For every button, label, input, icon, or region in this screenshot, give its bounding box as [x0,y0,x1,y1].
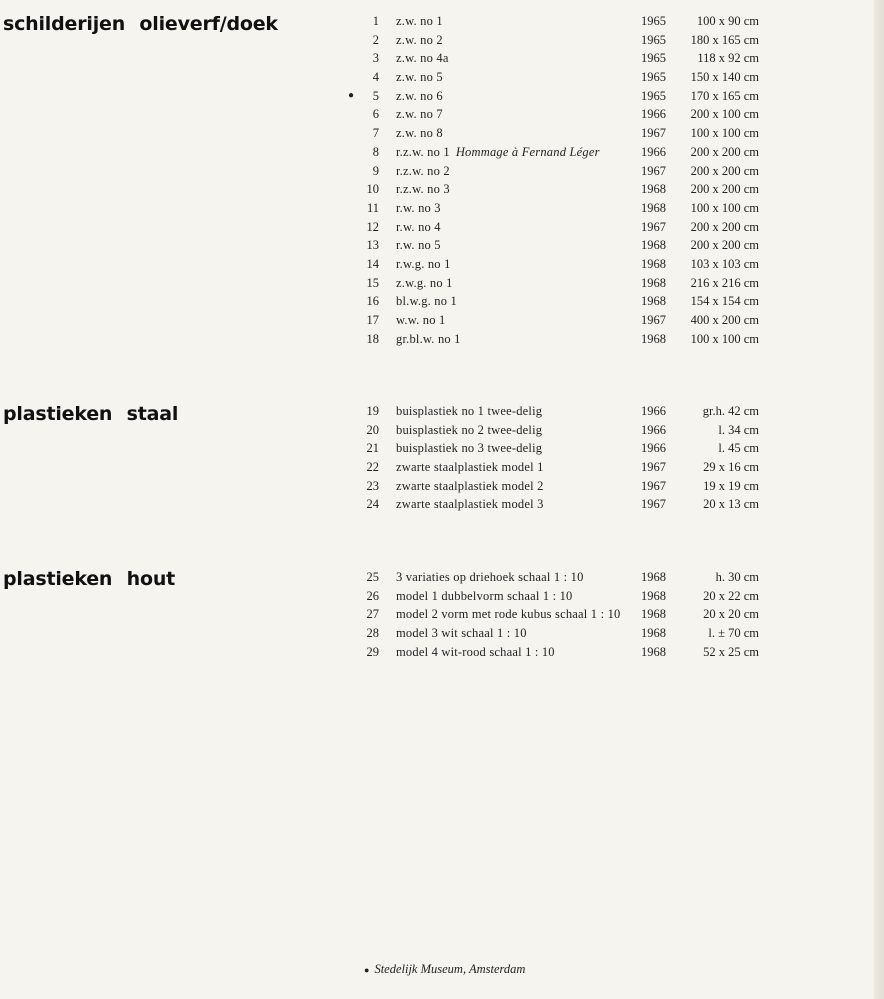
catalog-number: 22 [366,460,379,475]
catalog-number: 9 [372,163,379,178]
work-year: 1965 [641,51,666,66]
work-year: 1967 [641,497,666,512]
work-title [396,218,441,237]
work-year: 1967 [641,313,666,327]
work-title [396,587,573,606]
work-dimensions: 103 x 103 cm [690,256,759,271]
work-title-text: zwarte staalplastiek model 3 [396,497,544,512]
work-title [396,330,461,349]
work-title-text: z.w. no 2 [396,32,443,47]
work-year: 1967 [641,478,666,493]
work-title [396,274,453,293]
catalog-number: 27 [366,607,379,622]
work-title-text: zwarte staalplastiek model 2 [396,478,544,493]
work-title-text: w.w. no 1 [396,313,446,327]
work-title-text: r.w. no 3 [396,200,441,215]
work-title [396,49,449,68]
work-title-text: buisplastiek no 2 twee-delig [396,422,543,437]
catalog-number: 10 [366,182,379,197]
work-title [396,31,443,50]
work-title-text: r.z.w. no 2 [396,163,450,178]
work-year: 1965 [641,88,666,103]
work-year: 1968 [641,294,666,309]
work-title [396,162,450,181]
work-dimensions: 200 x 200 cm [690,163,759,178]
work-year: 1968 [641,331,666,346]
work-title [396,439,542,458]
catalog-number: 16 [366,294,379,309]
work-title [396,105,443,124]
work-title-text: r.w. no 4 [396,219,441,234]
catalog-number: 24 [366,497,379,512]
work-year: 1968 [641,644,666,659]
work-year: 1968 [641,570,666,584]
page-edge [874,0,884,999]
catalog-number: 2 [372,32,379,47]
work-title [396,495,544,514]
work-year: 1967 [641,460,666,475]
work-dimensions: 100 x 100 cm [690,331,759,346]
work-year: 1965 [641,32,666,47]
work-title [396,624,527,643]
work-year: 1968 [641,626,666,641]
work-title-text: buisplastiek no 3 twee-delig [396,441,543,456]
work-year: 1968 [641,275,666,290]
catalog-number: 26 [366,588,379,603]
work-title-text: z.w. no 8 [396,126,443,141]
work-year: 1966 [641,404,666,418]
work-year: 1966 [641,144,666,159]
work-year: 1966 [641,107,666,122]
work-title [396,292,457,311]
work-dimensions: 400 x 200 cm [690,313,759,327]
work-dimensions: 200 x 200 cm [690,219,759,234]
catalog-number: 14 [366,256,379,271]
work-dimensions: 100 x 90 cm [696,14,759,28]
footer-credit [364,962,525,977]
work-title-text: z.w. no 7 [396,107,443,122]
bullet-marker: ● [348,89,355,101]
work-dimensions: 20 x 22 cm [703,588,759,603]
work-title [396,458,544,477]
catalog-number: 12 [366,219,379,234]
work-title-text: zwarte staalplastiek model 1 [396,460,544,475]
catalog-number: 7 [372,126,379,141]
work-title [396,568,584,587]
work-dimensions: 20 x 13 cm [703,497,759,512]
work-dimensions: 29 x 16 cm [703,460,759,475]
work-year: 1968 [641,607,666,622]
work-title-text: z.w. no 6 [396,88,443,103]
work-title [396,143,600,162]
catalog-number: 8 [372,144,379,159]
work-year: 1968 [641,588,666,603]
work-dimensions: 100 x 100 cm [690,200,759,215]
work-title-text: 3 variaties op driehoek schaal 1 : 10 [396,570,584,584]
catalog-number: 1 [372,14,379,28]
work-dimensions: gr.h. 42 cm [702,404,759,418]
work-dimensions: 154 x 154 cm [690,294,759,309]
work-title-text: r.z.w. no 3 [396,182,450,197]
work-title [396,421,542,440]
work-title-text: model 1 dubbelvorm schaal 1 : 10 [396,588,573,603]
catalog-number: 6 [372,107,379,122]
work-dimensions: 170 x 165 cm [690,88,759,103]
catalog-number: 4 [372,70,379,85]
work-title-text: buisplastiek no 1 twee-delig [396,404,543,418]
work-dimensions: l. 34 cm [718,422,759,437]
work-title-text: bl.w.g. no 1 [396,294,457,309]
work-title [396,605,620,624]
work-title-text: model 2 vorm met rode kubus schaal 1 : 10 [396,607,621,622]
work-year: 1966 [641,422,666,437]
catalog-number: 17 [366,313,379,327]
work-title-text: z.w. no 4a [396,51,449,66]
work-dimensions: 150 x 140 cm [690,70,759,85]
work-dimensions: 216 x 216 cm [690,275,759,290]
work-title [396,643,555,662]
section-heading-plastieken-staal: plastieken staal [3,403,179,425]
work-year: 1968 [641,182,666,197]
work-dimensions: l. ± 70 cm [708,626,759,641]
work-year: 1965 [641,14,666,28]
work-title [396,199,441,218]
work-dimensions: 180 x 165 cm [690,32,759,47]
section-heading-schilderijen: schilderijen olieverf/doek [3,13,278,35]
catalog-number: 20 [366,422,379,437]
work-title-text: z.w. no 1 [396,14,443,28]
work-subtitle: Hommage à Fernand Léger [455,144,600,159]
work-year: 1967 [641,219,666,234]
work-dimensions: 118 x 92 cm [697,51,759,66]
catalog-number: 18 [366,331,379,346]
work-dimensions: h. 30 cm [715,570,759,584]
work-year: 1968 [641,238,666,253]
work-title [396,477,544,496]
work-dimensions: l. 45 cm [718,441,759,456]
catalog-number: 15 [366,275,379,290]
work-dimensions: 19 x 19 cm [703,478,759,493]
work-title [396,255,451,274]
work-dimensions: 52 x 25 cm [703,644,759,659]
work-year: 1967 [641,163,666,178]
work-title [396,87,443,106]
work-title [396,124,443,143]
work-dimensions: 200 x 100 cm [690,107,759,122]
work-title [396,402,542,421]
work-title [396,311,445,330]
catalog-number: 3 [372,51,379,66]
work-title-text: gr.bl.w. no 1 [396,331,461,346]
work-title [396,68,443,87]
work-title [396,12,443,31]
work-title-text: model 4 wit-rood schaal 1 : 10 [396,644,555,659]
work-dimensions: 100 x 100 cm [690,126,759,141]
catalog-number: 21 [366,441,379,456]
catalog-number: 23 [366,478,379,493]
catalog-number: 19 [366,404,379,418]
catalog-number: 13 [366,238,379,253]
footer-bullet: ● [364,965,370,975]
work-year: 1967 [641,126,666,141]
catalog-number: 11 [366,200,379,215]
catalog-number: 29 [366,644,379,659]
work-title [396,180,450,199]
work-year: 1966 [641,441,666,456]
work-year: 1965 [641,70,666,85]
catalog-number: 25 [366,570,379,584]
catalog-number: 5 [372,88,379,103]
work-year: 1968 [641,200,666,215]
footer-text: Stedelijk Museum, Amsterdam [374,962,526,976]
work-title [396,236,441,255]
work-title-text: model 3 wit schaal 1 : 10 [396,626,527,641]
catalog-number: 28 [366,626,379,641]
work-title-text: r.w.g. no 1 [396,256,451,271]
work-dimensions: 200 x 200 cm [690,238,759,253]
work-dimensions: 20 x 20 cm [703,607,759,622]
work-title-text: z.w. no 5 [396,70,443,85]
section-heading-plastieken-hout: plastieken hout [3,568,176,590]
work-title-text: r.z.w. no 1 [396,144,450,159]
work-dimensions: 200 x 200 cm [690,182,759,197]
work-year: 1968 [641,256,666,271]
work-title-text: r.w. no 5 [396,238,441,253]
work-dimensions: 200 x 200 cm [690,144,759,159]
work-title-text: z.w.g. no 1 [396,275,453,290]
